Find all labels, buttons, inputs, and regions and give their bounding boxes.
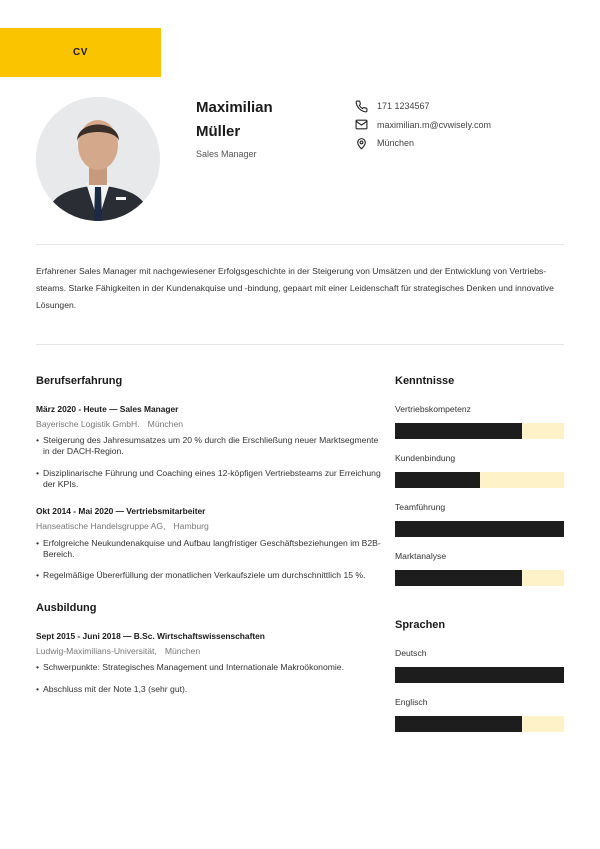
- skill-bar: [395, 570, 564, 586]
- experience-heading: Berufserfahrung: [36, 375, 123, 387]
- bullet-dot: •: [36, 468, 40, 478]
- person-name: [196, 96, 316, 144]
- bullet-text: Disziplinarische Führung und Coaching eines 12-köpfigen Vertriebsteams zur Erreichung der KPIs.: [43, 468, 381, 489]
- job-bullet: [36, 435, 386, 457]
- bullet-text: Schwerpunkte: Strategisches Management und Internationale Makroökonomie.: [43, 662, 344, 672]
- bullet-text: Steigerung des Jahresumsatzes um 20 % durch die Erschließung neuer Marktsegmente in der DACH-Region.: [43, 435, 379, 456]
- skill-label: Vertriebskompetenz: [395, 404, 471, 414]
- cv-badge: [0, 28, 161, 77]
- bullet-text: Erfolgreiche Neukundenakquise und Aufbau langfristiger Geschäftsbeziehungen im B2B-Bereich.: [43, 538, 381, 559]
- bullet-dot: •: [36, 435, 40, 445]
- profile-photo: [36, 97, 160, 221]
- education-title: Sept 2015 - Juni 2018 — B.Sc. Wirtschaftswissenschaften: [36, 631, 265, 641]
- skill-bar: [395, 423, 564, 439]
- job-bullet: [36, 570, 386, 581]
- bullet-dot: •: [36, 570, 40, 580]
- job-title-2: Okt 2014 - Mai 2020 — Vertriebsmitarbeiter: [36, 506, 206, 516]
- company-city: Hamburg: [173, 521, 209, 531]
- location-pin-icon: [354, 136, 368, 150]
- person-portrait-icon: [36, 97, 160, 221]
- skill-label: Teamführung: [395, 502, 446, 512]
- skill-bar-fill: [395, 570, 522, 586]
- contact-list: [354, 97, 491, 153]
- language-label: Englisch: [395, 697, 428, 707]
- language-bar-fill: [395, 667, 564, 683]
- contact-email: [354, 116, 491, 134]
- skills-heading: Kenntnisse: [395, 375, 455, 387]
- skill-bar-fill: [395, 423, 522, 439]
- company-name: Hanseatische Handelsgruppe AG,: [36, 521, 166, 531]
- education-school: [36, 646, 208, 656]
- skill-bar-fill: [395, 472, 480, 488]
- language-label: Deutsch: [395, 648, 427, 658]
- divider: [36, 244, 564, 245]
- job-title: Sales Manager: [196, 149, 257, 159]
- bullet-dot: •: [36, 662, 40, 672]
- language-bar: [395, 716, 564, 732]
- mail-icon: [354, 118, 368, 132]
- skill-label: Kundenbindung: [395, 453, 456, 463]
- company-city: München: [147, 419, 184, 429]
- school-name: Ludwig-Maximilians-Universität,: [36, 646, 157, 656]
- profile-summary: Erfahrener Sales Manager mit nachgewiesener Erfolgsgeschichte in der Steigerung von Umsätzen und der Entwicklung von Vertriebs-steams. Starke Fähigkeiten in der Kundenakquise und -bindung, gepaart mit einer Leidenschaft für strategisches Denken und innovative Lösungen.: [36, 266, 554, 310]
- job-bullet: [36, 468, 386, 490]
- phone-icon: [354, 99, 368, 113]
- last-name: Müller: [196, 123, 241, 140]
- phone-number: 171 1234567: [377, 101, 430, 111]
- education-bullet: [36, 662, 386, 673]
- school-city: München: [164, 646, 201, 656]
- language-bar: [395, 667, 564, 683]
- job-title-1: März 2020 - Heute — Sales Manager: [36, 404, 179, 414]
- first-name: Maximilian: [196, 99, 273, 116]
- languages-heading: Sprachen: [395, 619, 446, 631]
- education-bullet: [36, 684, 386, 695]
- contact-location: [354, 134, 491, 152]
- company-name: Bayerische Logistik GmbH.: [36, 419, 140, 429]
- job-company-1: [36, 419, 191, 429]
- job-bullet: [36, 538, 386, 560]
- language-bar-fill: [395, 716, 522, 732]
- location-city: München: [377, 138, 415, 148]
- skill-bar: [395, 472, 564, 488]
- cv-badge-label: CV: [73, 47, 88, 58]
- divider: [36, 344, 564, 345]
- bullet-dot: •: [36, 684, 40, 694]
- job-company-2: [36, 521, 217, 531]
- email-address[interactable]: maximilian.m@cvwisely.com: [377, 119, 491, 130]
- skill-bar-fill: [395, 521, 564, 537]
- contact-phone: [354, 97, 491, 115]
- bullet-text: Abschluss mit der Note 1,3 (sehr gut).: [43, 684, 188, 694]
- skill-label: Marktanalyse: [395, 551, 447, 561]
- skill-bar: [395, 521, 564, 537]
- bullet-dot: •: [36, 538, 40, 548]
- bullet-text: Regelmäßige Übererfüllung der monatlichen Verkaufsziele um durchschnittlich 15 %.: [43, 570, 366, 580]
- education-heading: Ausbildung: [36, 602, 97, 614]
